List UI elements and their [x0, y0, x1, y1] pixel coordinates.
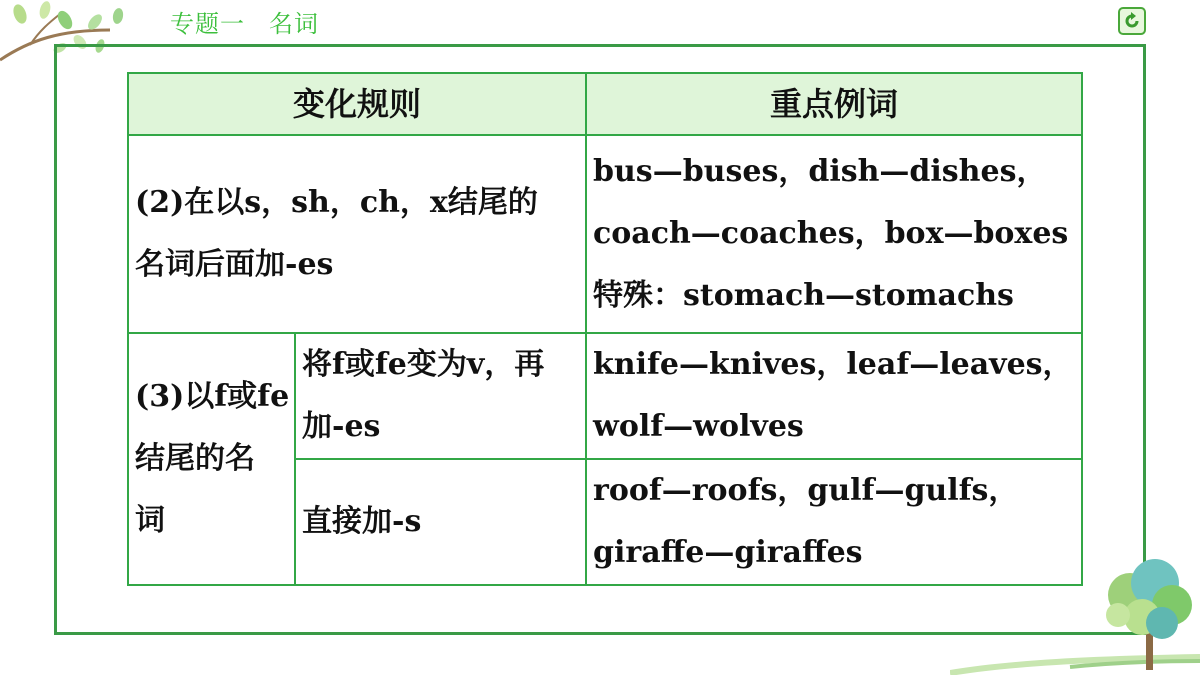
table-header-row	[128, 73, 1082, 135]
topic-label: 名词	[269, 10, 319, 38]
example-line: bus—buses，dish—dishes，	[593, 154, 1047, 189]
refresh-icon	[1120, 9, 1144, 33]
table-row	[128, 333, 1082, 459]
rule-cell	[128, 333, 295, 585]
table-row	[128, 135, 1082, 333]
sub-rule-cell	[295, 459, 586, 585]
example-cell	[586, 333, 1082, 459]
sub-rule-line: 加-es	[302, 409, 381, 444]
example-line: knife—knives，leaf—leaves，	[593, 347, 1073, 382]
header-examples: 重点例词	[586, 73, 1082, 135]
sub-rule-line: 直接加-s	[302, 504, 422, 539]
page-title	[170, 4, 319, 39]
tree-decoration	[950, 555, 1200, 675]
rule-line: (3)以f或fe	[135, 379, 290, 414]
example-line: wolf—wolves	[593, 409, 804, 444]
example-cell	[586, 135, 1082, 333]
example-line: roof—roofs，gulf—gulfs，	[593, 473, 1019, 508]
refresh-button[interactable]	[1118, 7, 1146, 35]
example-line: giraffe—giraffes	[593, 535, 863, 570]
example-line: coach—coaches，box—boxes	[593, 216, 1069, 251]
rule-line: 词	[135, 503, 165, 538]
example-line: 特殊：stomach—stomachs	[593, 278, 1014, 313]
rule-line: (2)在以s，sh，ch，x结尾的	[135, 185, 538, 220]
rule-line: 结尾的名	[135, 441, 255, 476]
noun-plural-rules-table	[127, 72, 1083, 586]
rule-cell	[128, 135, 586, 333]
header-rule: 变化规则	[128, 73, 586, 135]
section-label: 专题一	[170, 10, 245, 38]
sub-rule-line: 将f或fe变为v，再	[302, 347, 545, 382]
rule-line: 名词后面加-es	[135, 247, 334, 282]
sub-rule-cell	[295, 333, 586, 459]
